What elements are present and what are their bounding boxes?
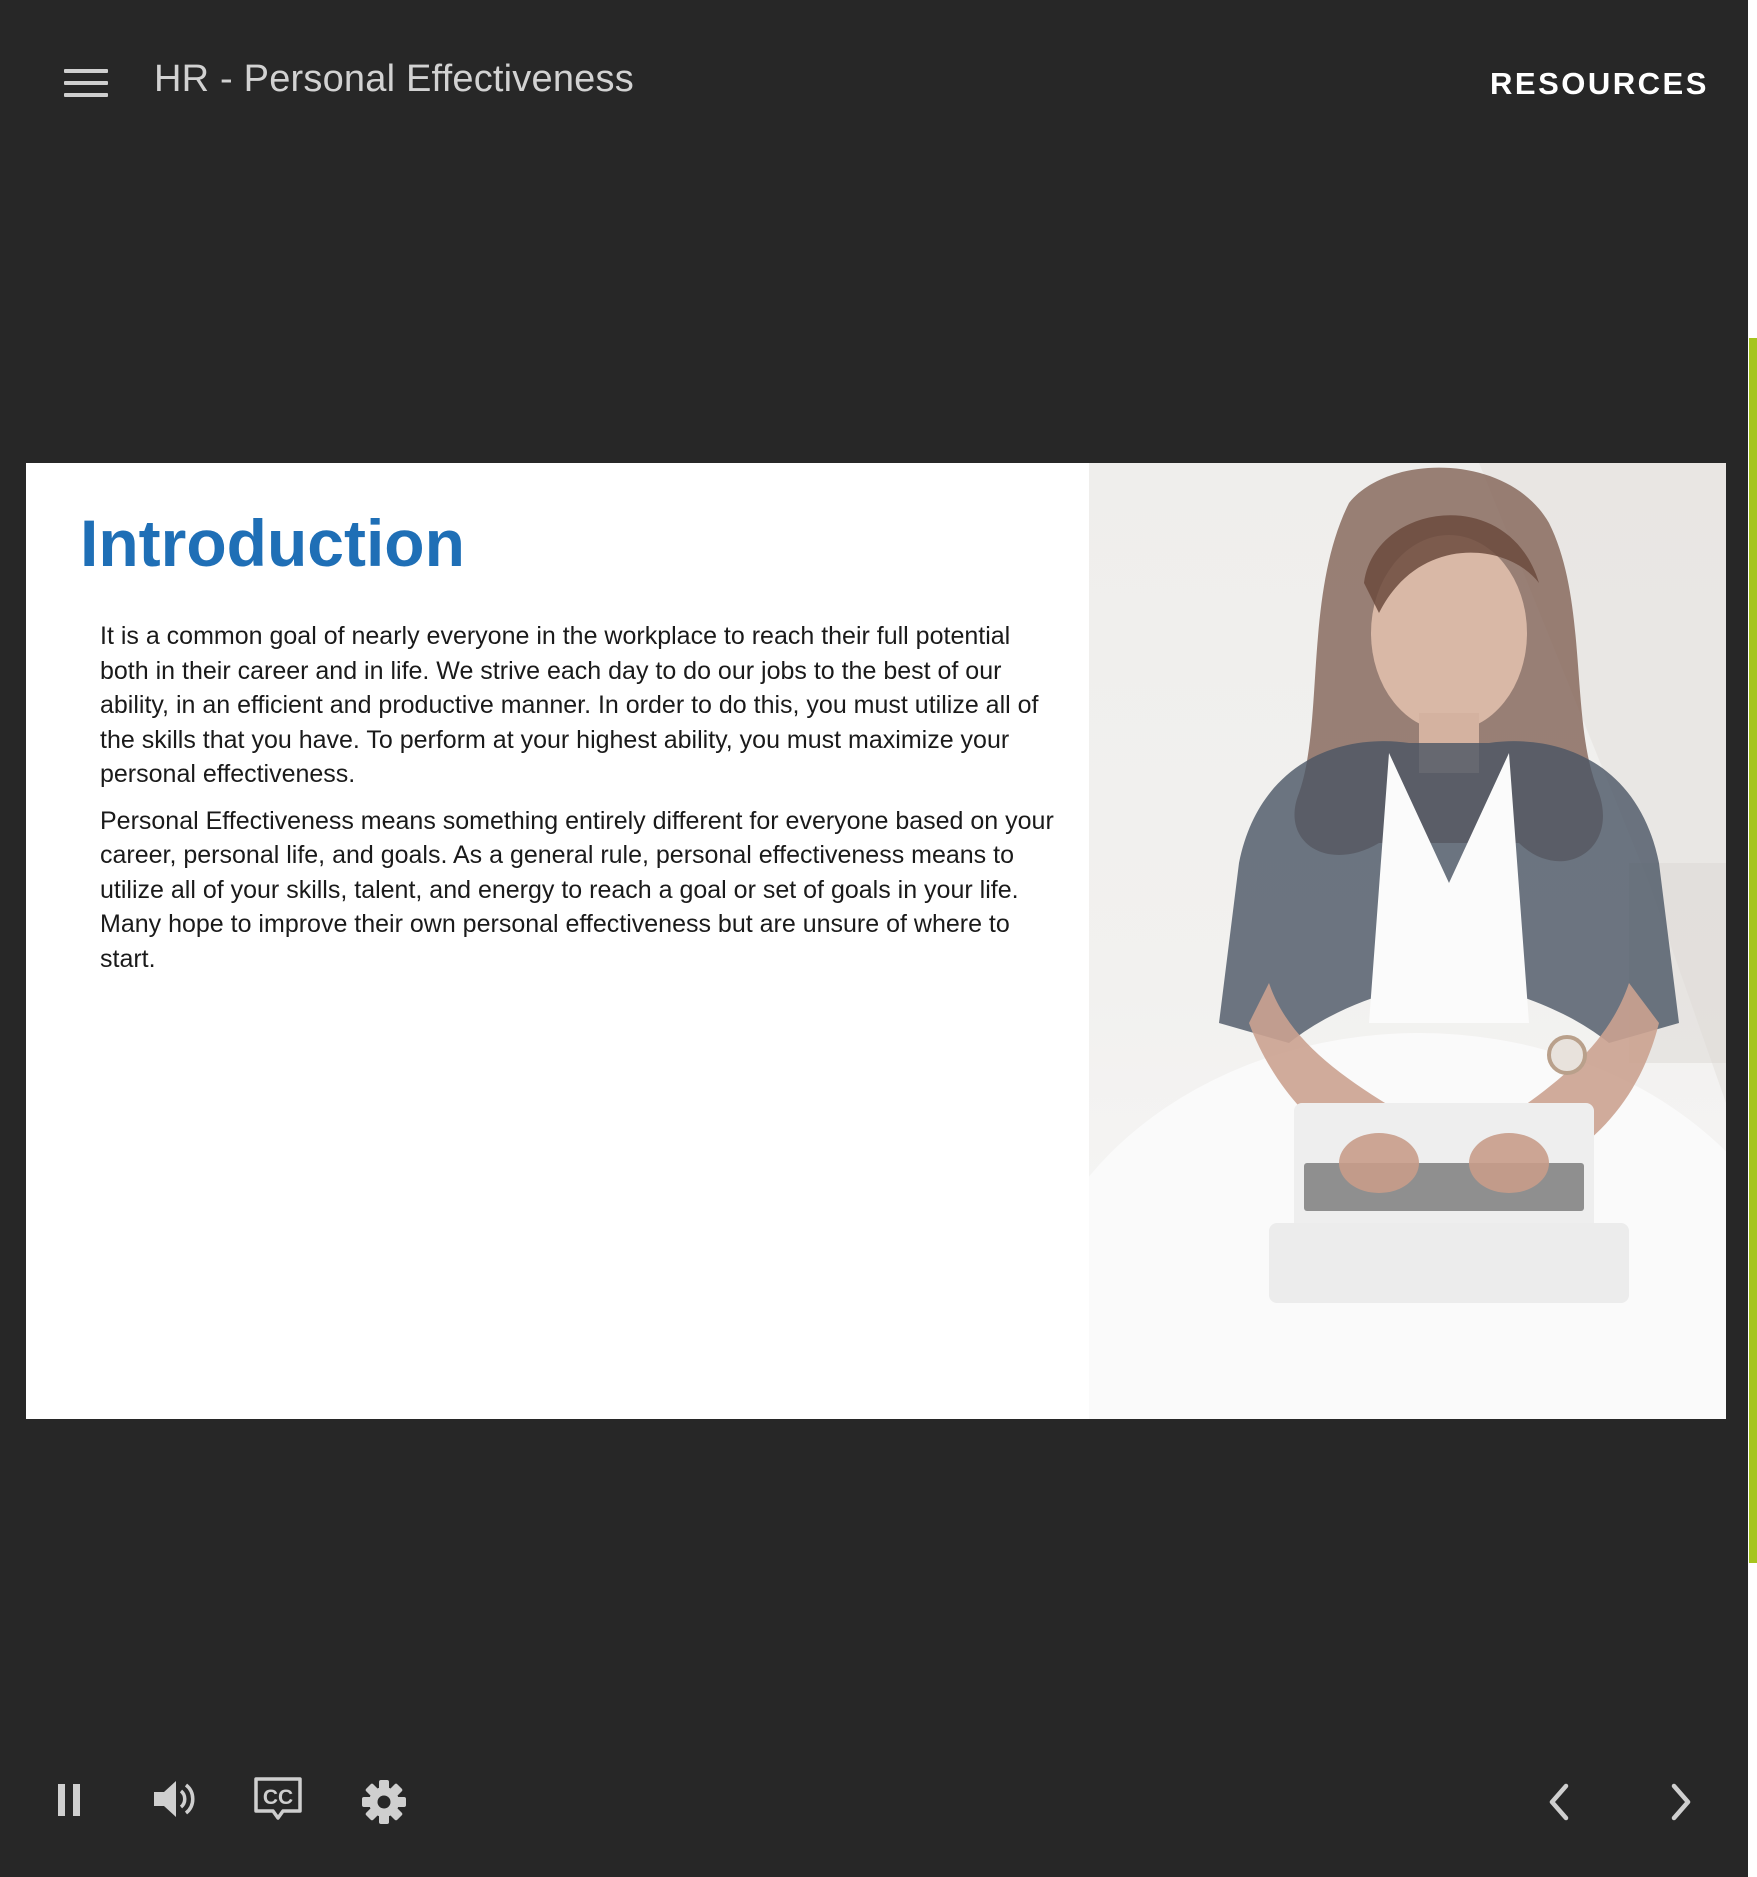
next-slide-icon [1664, 1780, 1696, 1824]
cc-glyph: CC [262, 1786, 294, 1809]
photo-illustration [1089, 463, 1726, 1419]
hamburger-menu-icon [64, 69, 108, 73]
closed-captions-button[interactable] [252, 1774, 304, 1824]
hamburger-menu-icon [64, 81, 108, 85]
next-slide-button[interactable] [1664, 1780, 1696, 1824]
slide-canvas [26, 463, 1726, 1419]
closed-captions-icon [252, 1774, 304, 1824]
slide-title: Introduction [80, 506, 465, 580]
body-paragraph: Personal Effectiveness means something entirely different for everyone based on your career, personal life, and goals. As a general rule, personal effectiveness means to utilize all of your skills, talent, and energy to reach a goal or set of goals in your life. Many hope to improve their own personal effectiveness but are unsure of where to start. [100, 806, 1054, 973]
previous-slide-icon [1544, 1780, 1576, 1824]
body-paragraph: It is a common goal of nearly everyone in the workplace to reach their full potential both in their career and in life. We strive each day to do our jobs to the best of our ability, in an efficient and productive manner. In order to do this, you must utilize all of the skills that you have. To perform at your highest ability, you must maximize your personal effectiveness. [100, 622, 1039, 788]
pause-button[interactable] [52, 1778, 88, 1822]
resources-button[interactable]: RESOURCES [1490, 66, 1709, 101]
pause-icon [52, 1778, 88, 1822]
course-title: HR - Personal Effectiveness [154, 58, 634, 100]
previous-slide-button[interactable] [1544, 1780, 1576, 1824]
volume-icon [150, 1776, 200, 1822]
volume-button[interactable] [150, 1776, 200, 1822]
settings-button[interactable] [360, 1778, 408, 1826]
menu-button[interactable] [58, 62, 114, 104]
settings-gear-icon [360, 1778, 408, 1826]
progress-accent-bar [1749, 338, 1757, 1563]
woman-typing-on-laptop-photo [1089, 463, 1726, 1419]
slide-body [100, 619, 1060, 988]
hamburger-menu-icon [64, 93, 108, 97]
